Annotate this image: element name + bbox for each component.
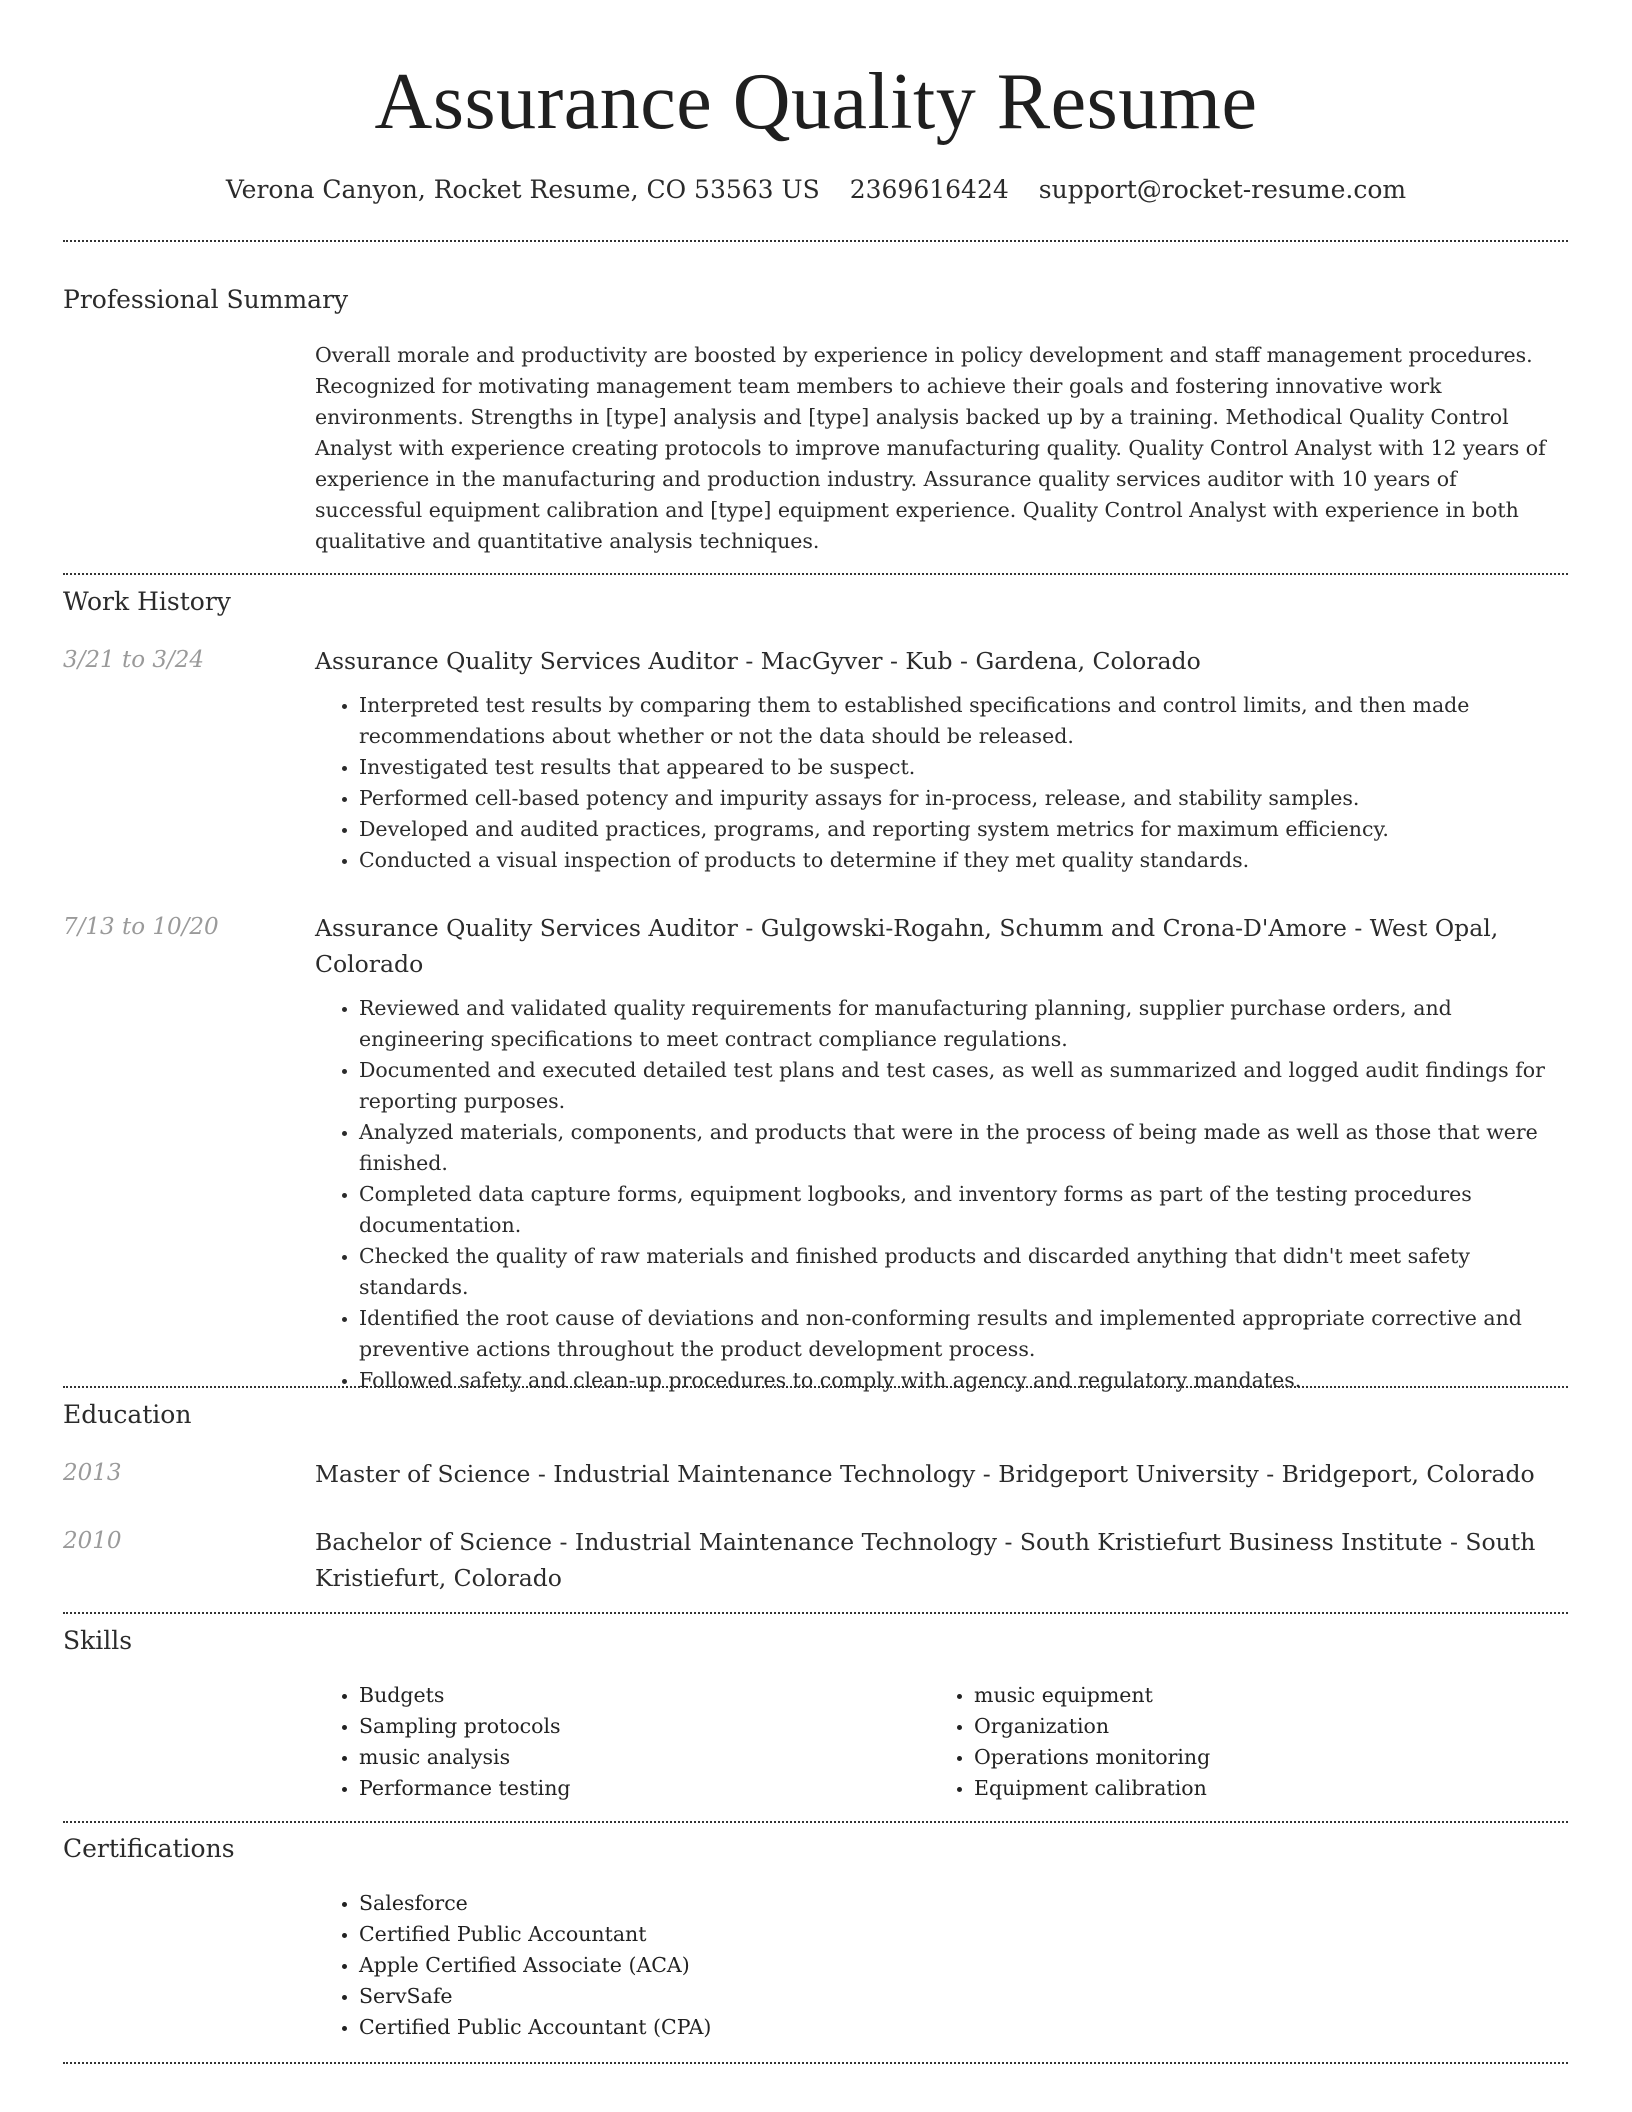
job-bullet: • Completed data capture forms, equipment logbooks, and inventory forms as part of the testing procedures documentation. [359,1179,1567,1241]
job-bullet: • Followed safety and clean-up procedures to comply with agency and regulatory mandates. [359,1365,1567,1396]
job-bullet: • Performed cell-based potency and impurity assays for in-process, release, and stability samples. [359,783,1567,814]
certifications-list [315,1888,1559,2043]
job-bullets [315,993,1567,1396]
skills-list-left [315,1680,959,1804]
job-bullet: • Documented and executed detailed test plans and test cases, as well as summarized and logged audit findings for reporting purposes. [359,1055,1567,1117]
section-title-education: Education [63,1400,192,1429]
section-title-summary: Professional Summary [63,285,349,314]
job-bullets [315,690,1567,876]
job-heading: Assurance Quality Services Auditor - Gulgowski-Rogahn, Schumm and Crona-D'Amore - West Opal, Colorado [315,914,1499,978]
contact-phone: 2369616424 [849,175,1009,204]
divider [63,2062,1568,2064]
contact-address: Verona Canyon, Rocket Resume, CO 53563 US [225,175,820,204]
skill-item: • Organization [974,1711,1574,1742]
job-dates: 3/21 to 3/24 [63,647,205,673]
skill-item: • music analysis [359,1742,959,1773]
section-title-work: Work History [63,587,231,616]
certification-item: • ServSafe [359,1981,1559,2012]
job-bullet: • Identified the root cause of deviations and non-conforming results and implemented appropriate corrective and preventive actions throughout the product development process. [359,1303,1567,1365]
skill-item: • Budgets [359,1680,959,1711]
divider [63,1386,1568,1388]
job-entry [315,910,1567,1396]
divider [63,1821,1568,1823]
job-bullet: • Interpreted test results by comparing them to established specifications and control limits, and then made recommendations about whether or not the data should be released. [359,690,1567,752]
job-bullet: • Conducted a visual inspection of products to determine if they met quality standards. [359,845,1567,876]
job-bullet: • Investigated test results that appeared to be suspect. [359,752,1567,783]
education-heading: Master of Science - Industrial Maintenance Technology - Bridgeport University - Bridgeport, Colorado [315,1460,1535,1488]
skill-item: • Operations monitoring [974,1742,1574,1773]
skills-list-right [930,1680,1574,1804]
education-heading: Bachelor of Science - Industrial Maintenance Technology - South Kristiefurt Business Institute - South Kristiefurt, Colorado [315,1528,1536,1592]
summary-text: Overall morale and productivity are boosted by experience in policy development and staff management procedures. Recognized for motivating management team members to achieve their goals and fostering innovative work environments. Strengths in [type] analysis and [type] analysis backed up by a training. Methodical Quality Control Analyst with experience creating protocols to improve manufacturing quality. Quality Control Analyst with 12 years of experience in the manufacturing and production industry. Assurance quality services auditor with 10 years of successful equipment calibration and [type] equipment experience. Quality Control Analyst with experience in both qualitative and quantitative analysis techniques. [315,343,1546,553]
job-dates: 7/13 to 10/20 [63,914,219,940]
contact-line [0,172,1632,208]
certification-item: • Certified Public Accountant [359,1919,1559,1950]
job-bullet: • Checked the quality of raw materials and finished products and discarded anything that didn't meet safety standards. [359,1241,1567,1303]
job-bullet: • Developed and audited practices, programs, and reporting system metrics for maximum efficiency. [359,814,1567,845]
job-bullet: • Reviewed and validated quality requirements for manufacturing planning, supplier purchase orders, and engineering specifications to meet contract compliance regulations. [359,993,1567,1055]
skill-item: • Sampling protocols [359,1711,959,1742]
certification-item: • Apple Certified Associate (ACA) [359,1950,1559,1981]
skill-item: • Performance testing [359,1773,959,1804]
divider [63,573,1568,575]
education-year: 2013 [63,1460,122,1486]
divider [63,1612,1568,1614]
job-heading: Assurance Quality Services Auditor - MacGyver - Kub - Gardena, Colorado [315,647,1201,675]
divider [63,240,1568,242]
skill-item: • music equipment [974,1680,1574,1711]
job-entry [315,643,1567,876]
section-title-certifications: Certifications [63,1834,235,1863]
section-title-skills: Skills [63,1626,133,1655]
certification-item: • Certified Public Accountant (CPA) [359,2012,1559,2043]
certification-item: • Salesforce [359,1888,1559,1919]
resume-name: Assurance Quality Resume [374,58,1258,146]
skill-item: • Equipment calibration [974,1773,1574,1804]
contact-email: support@rocket-resume.com [1038,175,1407,204]
job-bullet: • Analyzed materials, components, and products that were in the process of being made as well as those that were finished. [359,1117,1567,1179]
education-year: 2010 [63,1528,122,1554]
